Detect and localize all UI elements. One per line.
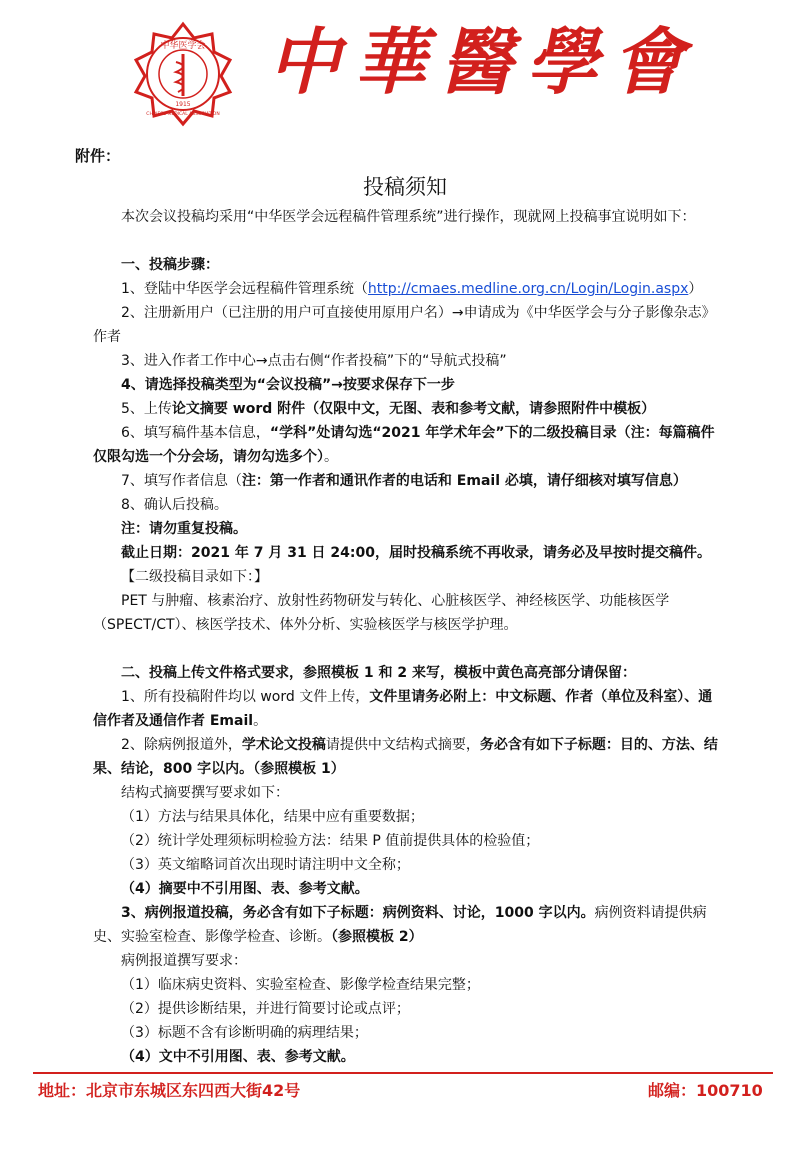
section2-heading: 二、投稿上传文件格式要求，参照模板 1 和 2 来写，模板中黄色高亮部分请保留： bbox=[121, 665, 636, 681]
footer-postcode: 邮编：100710 bbox=[648, 1081, 763, 1100]
step-7: 7、填写作者信息（注：第一作者和通讯作者的电话和 Email 必填，请仔细核对填写信息） bbox=[121, 473, 687, 489]
intro-paragraph: 本次会议投稿均采用“中华医学会远程稿件管理系统”进行操作，现就网上投稿事宜说明如下： bbox=[121, 209, 696, 225]
no-duplicate-note: 注：请勿重复投稿。 bbox=[121, 521, 247, 537]
case-requirements-heading: 病例报道撰写要求： bbox=[121, 953, 247, 969]
logo-bottom-text: CHINESE MEDICAL ASSOCIATION bbox=[146, 112, 220, 117]
abstract-req-4: （4）摘要中不引用图、表、参考文献。 bbox=[121, 881, 369, 897]
step-3: 3、进入作者工作中心→点击右侧“作者投稿”下的“导航式投稿” bbox=[121, 353, 507, 369]
format-item-1: 1、所有投稿附件均以 word 文件上传，文件里请务必附上：中文标题、作者（单位及科室）、通信作者及通信作者 Email。 bbox=[93, 689, 713, 729]
page-title: 投稿须知 bbox=[363, 175, 447, 199]
logo-top-text: 中华医学会 bbox=[160, 41, 206, 51]
abstract-req-1: （1）方法与结果具体化，结果中应有重要数据； bbox=[121, 809, 424, 825]
abstract-requirements-heading: 结构式摘要撰写要求如下： bbox=[121, 785, 289, 801]
case-req-4: （4）文中不引用图、表、参考文献。 bbox=[121, 1049, 355, 1065]
footer-address: 地址：北京市东城区东四西大街42号 bbox=[38, 1081, 301, 1100]
case-req-1: （1）临床病史资料、实验室检查、影像学检查结果完整； bbox=[121, 977, 480, 993]
submission-system-link[interactable]: http://cmaes.medline.org.cn/Login/Login.aspx bbox=[367, 281, 689, 297]
section1-heading: 一、投稿步骤： bbox=[121, 257, 219, 273]
step-6: 6、填写稿件基本信息，“学科”处请勾选“2021 年学术年会”下的二级投稿目录（注：每篇稿件仅限勾选一个分会场，请勿勾选多个）。 bbox=[93, 425, 715, 465]
attachment-label: 附件： bbox=[75, 147, 121, 165]
association-logo bbox=[128, 18, 238, 128]
document-body bbox=[93, 205, 723, 1069]
logo-year: 1915 bbox=[175, 101, 191, 108]
abstract-req-2: （2）统计学处理须标明检验方法：结果 P 值前提供具体的检验值； bbox=[121, 833, 540, 849]
deadline-note: 截止日期：2021 年 7 月 31 日 24:00，届时投稿系统不再收录，请务必及早按时提交稿件。 bbox=[121, 545, 711, 561]
step-2: 2、注册新用户（已注册的用户可直接使用原用户名）→申请成为《中华医学会与分子影像杂志》作者 bbox=[93, 305, 716, 345]
step-4: 4、请选择投稿类型为“会议投稿”→按要求保存下一步 bbox=[121, 377, 455, 393]
letterhead bbox=[0, 0, 810, 130]
step-1: 1、登陆中华医学会远程稿件管理系统（http://cmaes.medline.org.cn/Login/Login.aspx） bbox=[121, 281, 703, 297]
case-req-2: （2）提供诊断结果，并进行简要讨论或点评； bbox=[121, 1001, 410, 1017]
step-5: 5、上传论文摘要 word 附件（仅限中文，无图、表和参考文献，请参照附件中模板） bbox=[121, 401, 656, 417]
catalog-heading: 【二级投稿目录如下：】 bbox=[121, 569, 268, 585]
format-item-2: 2、除病例报道外，学术论文投稿请提供中文结构式摘要，务必含有如下子标题：目的、方法、结果、结论，800 字以内。（参照模板 1） bbox=[93, 737, 718, 777]
catalog-list: PET 与肿瘤、核素治疗、放射性药物研发与转化、心脏核医学、神经核医学、功能核医学（SPECT/CT）、核医学技术、体外分析、实验核医学与核医学护理。 bbox=[93, 593, 670, 633]
case-req-3: （3）标题不含有诊断明确的病理结果； bbox=[121, 1025, 368, 1041]
footer-divider bbox=[33, 1072, 773, 1074]
format-item-3: 3、病例报道投稿，务必含有如下子标题：病例资料、讨论，1000 字以内。病例资料请提供病史、实验室检查、影像学检查、诊断。（参照模板 2） bbox=[93, 905, 707, 945]
step-8: 8、确认后投稿。 bbox=[121, 497, 228, 513]
abstract-req-3: （3）英文缩略词首次出现时请注明中文全称； bbox=[121, 857, 410, 873]
brand-calligraphy: 中華醫學會 bbox=[268, 19, 699, 104]
